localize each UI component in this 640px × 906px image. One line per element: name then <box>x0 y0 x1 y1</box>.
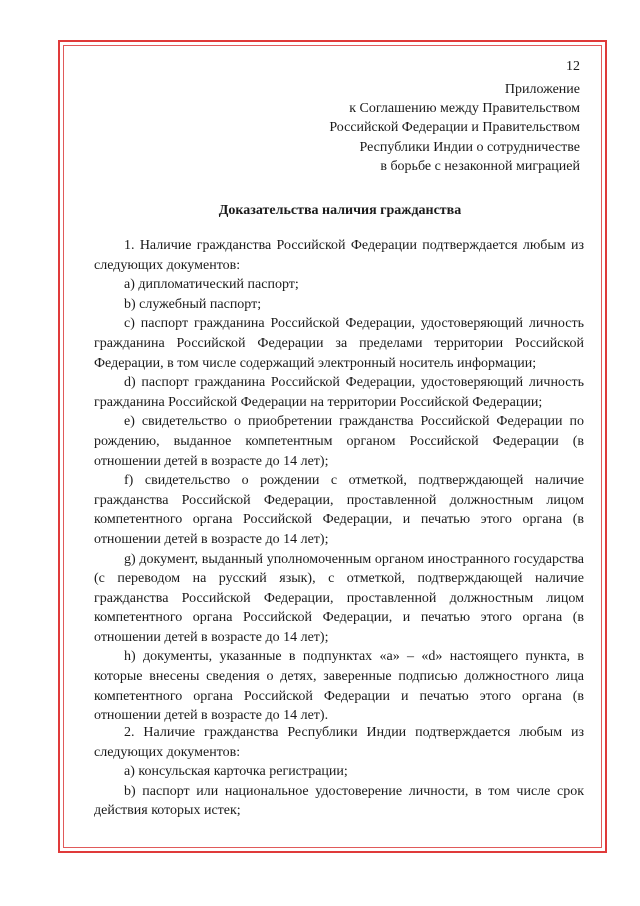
appendix-line: Приложение <box>504 82 580 97</box>
list-item: b) паспорт или национальное удостоверение личности, в том числе срок действия которых истек; <box>94 783 584 819</box>
page-number: 12 <box>566 59 580 74</box>
appendix-line: в борьбе с незаконной миграцией <box>380 158 580 174</box>
document-title: Доказательства наличия гражданства <box>218 203 462 218</box>
appendix-line: Республики Индии о сотрудничестве <box>359 139 580 155</box>
appendix-line: к Соглашению между Правительством <box>349 101 580 117</box>
list-item: e) свидетельство о приобретении гражданства Российской Федерации по рождению, выданное компетентным органом Российской Федерации (в отношении детей в возрасте до 14 лет); <box>94 414 584 469</box>
section-intro: 1. Наличие гражданства Российской Федерации подтверждается любым из следующих документов: <box>94 238 584 273</box>
section-1 <box>94 236 584 726</box>
list-item: d) паспорт гражданина Российской Федерации, удостоверяющий личность гражданина Российской Федерации на территории Российской Федерации; <box>94 375 584 410</box>
list-item: b) служебный паспорт; <box>124 296 262 312</box>
list-item: а) консульская карточка регистрации; <box>124 764 348 780</box>
section-2 <box>94 723 584 821</box>
list-item: c) паспорт гражданина Российской Федерации, удостоверяющий личность гражданина Российской Федерации за пределами территории Российской Федерации, в том числе содержащий электронный носитель информации; <box>94 316 584 371</box>
list-item: h) документы, указанные в подпунктах «а» – «d» настоящего пункта, в которые внесены сведения о детях, заверенные подписью должностного лица компетентного органа Российской Федерации и печатью этого органа (в отношении детей в возрасте до 14 лет). <box>94 649 584 724</box>
list-item: а) дипломатический паспорт; <box>124 277 299 293</box>
list-item: g) документ, выданный уполномоченным органом иностранного государства (с переводом на русский язык), с отметкой, подтверждающей наличие гражданства Российской Федерации, проставленной должностным лицом компетентного органа Российской Федерации, и печатью этого органа (в отношении детей в возрасте до 14 лет); <box>94 551 584 645</box>
appendix-header <box>329 80 580 176</box>
appendix-line: Российской Федерации и Правительством <box>329 120 580 136</box>
list-item: f) свидетельство о рождении с отметкой, подтверждающей наличие гражданства Российской Федерации, проставленной должностным лицом компетентного органа Российской Федерации, и печатью этого органа (в отношении детей в возрасте до 14 лет); <box>94 473 584 547</box>
section-intro: 2. Наличие гражданства Республики Индии подтверждается любым из следующих документов: <box>94 725 584 760</box>
